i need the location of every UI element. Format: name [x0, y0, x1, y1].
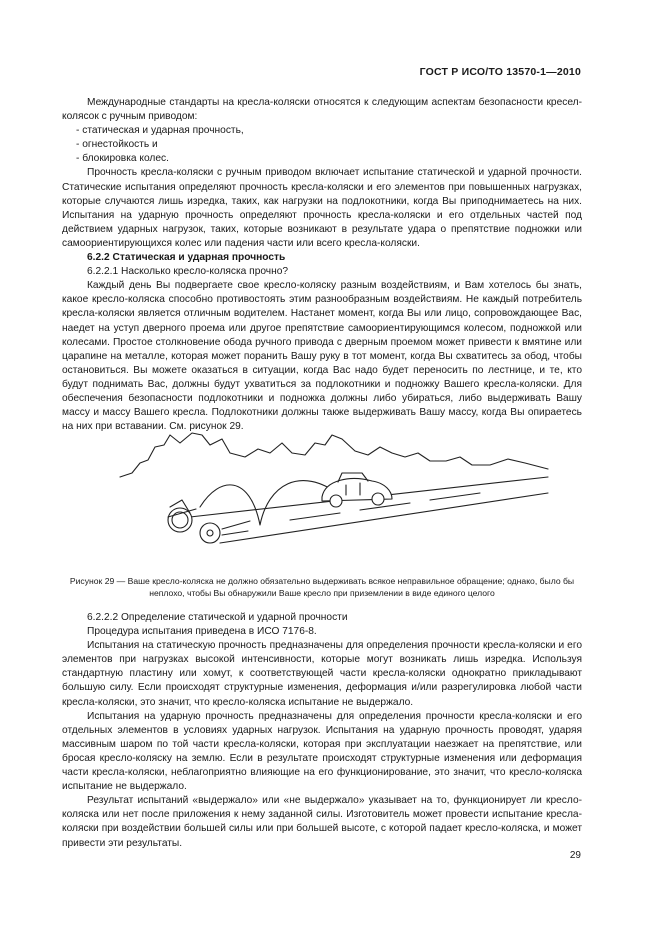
subsection-heading-6-2-2-1: 6.2.2.1 Насколько кресло-коляска прочно?: [87, 266, 289, 278]
static-test-paragraph: Испытания на статическую прочность предназначены для определения прочности кресла-коляски и его элементов при нагрузках высокой интенсивности, которые могут возникать лишь изредка. Используя стандартную пластину или хомут, к соответствующей части кресла-коляски однократно прикладывают большую силу. Если происходят структурные изменения, деформация и/или разрегулировка любой части кресла-коляски, это значит, что кресло-коляска испытание не выдержало.: [62, 640, 582, 708]
result-paragraph: Результат испытаний «выдержало» или «не выдержало» указывает на то, функционирует ли кресло-коляска или нет после приложения к нему заданной силы. Изготовитель может провести испытание кресла-коляски при воздействии большей силы или при большей высоте, с которой падает кресло-коляска, и может привести эти результаты.: [62, 795, 582, 849]
list-item: - блокировка колес.: [76, 153, 169, 165]
document-header: ГОСТ Р ИСО/ТО 13570-1—2010: [419, 66, 581, 78]
list-item: - статическая и ударная прочность,: [76, 125, 244, 137]
subsection-heading-6-2-2-2: 6.2.2.2 Определение статической и ударной прочности: [87, 612, 348, 623]
list-item: - огнестойкость и: [76, 139, 158, 151]
daily-use-paragraph: Каждый день Вы подвергаете свое кресло-коляску разным воздействиям, и Вам хотелось бы знать, какое кресло-коляска способно противостоять этим разнообразным воздействиям. Не каждый потребитель кресла-коляски является отличным водителем. Настанет момент, когда Вы или лицо, сопровождающее Вас, наедет на уступ дверного проема или другое препятствие самоориентирующимся колесом, подножкой или колесами. Простое столкновение обода ручного привода с дверным проемом может привести к вмятине или царапине на металле, которая может поранить Вашу руку в тот момент, когда Вы схватитесь за обод, чтобы остановиться. Вы можете оказаться в ситуации, когда Вас надо будет переносить по лестнице, и те, кто будут поднимать Вас, должны будут ухватиться за подлокотники и подножку Вашего кресла-коляски. Для обеспечения безопасности подлокотники и подножка должны либо убираться, либо выдерживать Вашу массу и массу Вашего кресла. Подлокотники должны также выдерживать Вашу массу, когда Вы опираетесь на них при вставании. См. рисунок 29.: [62, 280, 582, 433]
skyline-sketch: [120, 433, 548, 477]
car-icon: [322, 473, 392, 507]
section-heading-6-2-2: 6.2.2 Статическая и ударная прочность: [87, 252, 286, 264]
intro-paragraph: Международные стандарты на кресла-коляски относятся к следующим аспектам безопасности кресел-колясок с ручным приводом:: [62, 97, 582, 123]
section-safety-aspects: [62, 96, 582, 434]
strength-paragraph: Прочность кресла-коляски с ручным приводом включает испытание статической и ударной прочности. Статические испытания определяют прочность кресла-коляски и его элементов при повышенных нагрузках, которые случаются лишь изредка, таких, как нагрузки на подлокотники, когда Вы приподнимаетесь на них. Испытания на ударную прочность определяют прочность кресла-коляски и его отдельных частей под действием ударных нагрузок, таких, которые возникают в результате удара о препятствие подножки или самоориентирующихся колес или падения части или всего кресла-коляски.: [62, 167, 582, 249]
page-number: 29: [569, 850, 581, 861]
section-test-methods: [62, 611, 582, 851]
figure-caption: Рисунок 29 — Ваше кресло-коляска не должно обязательно выдерживать всякое неправильное обращение; однако, было бы неплохо, чтобы Вы обнаружили Ваше кресло при приземлении в виде единого целого: [69, 576, 575, 599]
procedure-paragraph: Процедура испытания приведена в ИСО 7176-8.: [87, 626, 317, 638]
figure-29-illustration: [110, 425, 550, 575]
wheelchair-pieces-icon: [168, 500, 250, 543]
impact-test-paragraph: Испытания на ударную прочность предназначены для определения прочности кресла-коляски и его отдельных элементов в условиях ударных нагрузок. Испытания на ударную прочность проводят, ударяя массивным шаром по той части кресла-коляски, которая при эксплуатации наезжает на препятствие, или бросая кресло-коляску на землю. Если в результате происходят структурные изменения или деформация части кресла-коляски, неблагоприятно влияющие на его функционирование, это значит, что кресло-коляска испытание не выдержало.: [62, 710, 582, 793]
